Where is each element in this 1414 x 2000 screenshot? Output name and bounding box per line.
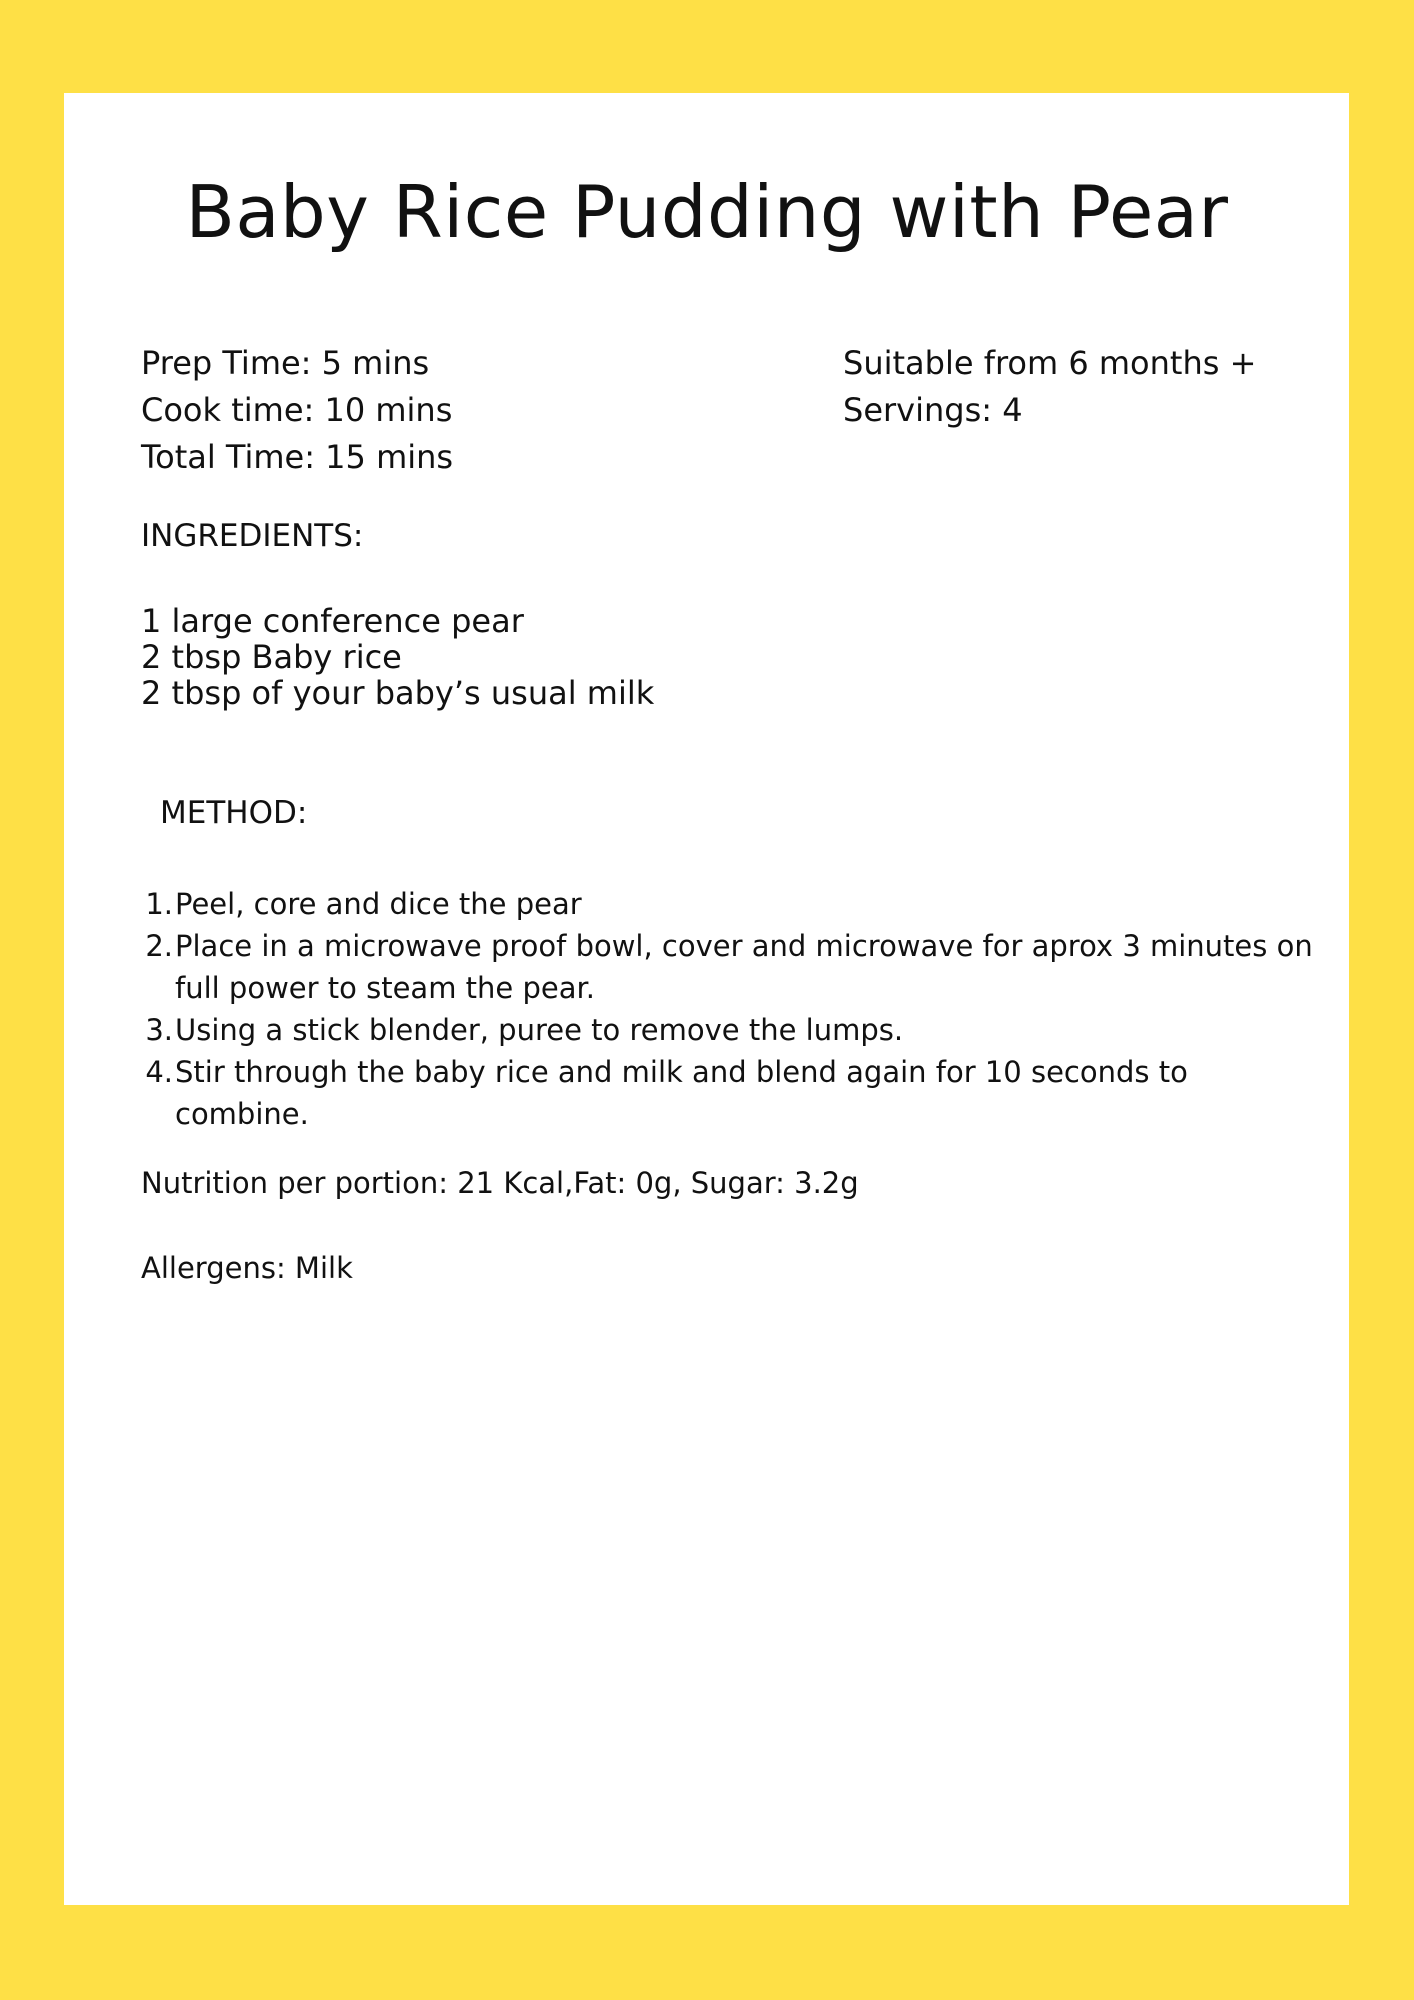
method-heading: METHOD:: [160, 795, 308, 831]
serving-info: [843, 340, 1256, 434]
step-number: 1.: [145, 887, 173, 921]
step-text: Using a stick blender, puree to remove the lumps.: [175, 1013, 904, 1047]
nutrition-info: Nutrition per portion: 21 Kcal,Fat: 0g, Sugar: 3.2g: [141, 1166, 859, 1200]
step-text: Place in a microwave proof bowl, cover and microwave for aprox 3 minutes on full power to steam the pear.: [175, 929, 1313, 1005]
ingredient-item: 2 tbsp Baby rice: [141, 638, 402, 676]
method-list: [141, 883, 1321, 1135]
ingredients-list: [141, 603, 654, 711]
prep-time: Prep Time: 5 mins: [141, 344, 430, 382]
suitable-age: Suitable from 6 months +: [843, 344, 1257, 382]
ingredient-item: 1 large conference pear: [141, 602, 524, 640]
allergens-info: Allergens: Milk: [141, 1251, 353, 1285]
ingredient-item: 2 tbsp of your baby’s usual milk: [141, 674, 655, 712]
cook-time: Cook time: 10 mins: [141, 391, 453, 429]
ingredients-heading: INGREDIENTS:: [141, 518, 364, 554]
step-number: 2.: [145, 929, 173, 963]
method-step: [141, 925, 1321, 1009]
step-text: Peel, core and dice the pear: [175, 887, 582, 921]
step-number: 3.: [145, 1013, 173, 1047]
recipe-title: Baby Rice Pudding with Pear: [185, 170, 1229, 254]
method-step: [141, 1051, 1321, 1135]
method-step: [141, 1009, 1321, 1051]
step-number: 4.: [145, 1055, 173, 1089]
step-text: Stir through the baby rice and milk and blend again for 10 seconds to combine.: [175, 1055, 1188, 1131]
servings: Servings: 4: [843, 391, 1023, 429]
total-time: Total Time: 15 mins: [141, 438, 454, 476]
time-info: [141, 340, 453, 481]
method-step: [141, 883, 1321, 925]
